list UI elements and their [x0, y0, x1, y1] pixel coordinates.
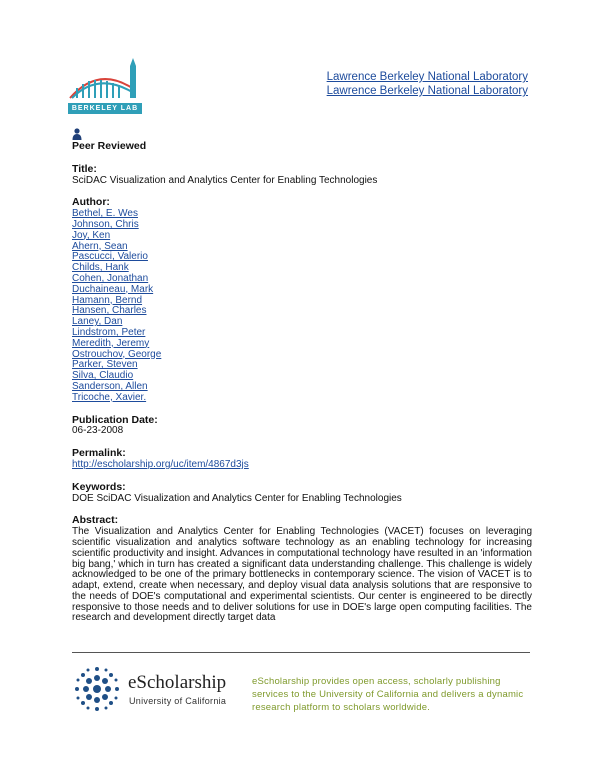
author-link[interactable]: Joy, Ken: [72, 229, 111, 241]
author-link[interactable]: Hansen, Charles: [72, 305, 147, 317]
title-value: SciDAC Visualization and Analytics Center for Enabling Technologies: [72, 174, 378, 186]
author-link[interactable]: Sanderson, Allen: [72, 380, 148, 392]
permalink-heading: Permalink:: [72, 447, 126, 460]
record-content: [72, 128, 532, 624]
footer-blurb: eScholarship provides open access, scholarly publishing services to the University of California and delivers a dynamic research platform to scholars worldwide.: [252, 676, 524, 713]
author-link[interactable]: Childs, Hank: [72, 262, 129, 274]
author-link[interactable]: Ostrouchov, George: [72, 348, 162, 360]
author-link[interactable]: Cohen, Jonathan: [72, 272, 149, 284]
logo-wordmark: BERKELEY LAB: [68, 103, 142, 114]
author-link[interactable]: Ahern, Sean: [72, 240, 128, 252]
keywords-value: DOE SciDAC Visualization and Analytics Center for Enabling Technologies: [72, 492, 402, 504]
author-link[interactable]: Laney, Dan: [72, 316, 123, 328]
author-heading: Author:: [72, 196, 110, 209]
title-heading: Title:: [72, 162, 97, 175]
escholarship-logo[interactable]: [72, 664, 232, 716]
author-link[interactable]: Hamann, Bernd: [72, 294, 143, 306]
author-list: [72, 209, 532, 403]
berkeley-lab-logo: [68, 58, 142, 114]
berkeley-lab-emblem: [68, 58, 142, 104]
author-link[interactable]: Parker, Steven: [72, 359, 138, 371]
escholarship-wordmark: eScholarship: [128, 672, 227, 693]
peer-reviewed-label: Peer Reviewed: [72, 140, 147, 152]
institution-links: [327, 70, 528, 98]
author-link[interactable]: Duchaineau, Mark: [72, 283, 154, 295]
abstract-text: The Visualization and Analytics Center for Enabling Technologies (VACET) focuses on leveraging scientific visualization and analytics software technology as an enabling technology for increasing scientific productivity and insight. Advances in computational technology have resulted in an 'information big bang,' which in turn has created a significant data understanding challenge. This challenge is widely acknowledged to be one of the primary bottlenecks in contemporary science. The vision of VACET is to adapt, extend, create when necessary, and deploy visual data analysis solutions that are responsive to the needs of DOE's computational and experimental scientists. Our center is engineered to be directly responsive to those needs and to deliver solutions for use in DOE's large open computing facilities. The research and development directly target data: [72, 526, 532, 624]
author-link[interactable]: Bethel, E. Wes: [72, 208, 138, 220]
pubdate-value: 06-23-2008: [72, 425, 124, 437]
footer-divider: [72, 652, 530, 653]
abstract-heading: Abstract:: [72, 514, 119, 527]
permalink-link[interactable]: http://escholarship.org/uc/item/4867d3js: [72, 458, 249, 470]
author-link[interactable]: Lindstrom, Peter: [72, 326, 146, 338]
author-link[interactable]: Pascucci, Valerio: [72, 251, 148, 263]
lab-link-2[interactable]: Lawrence Berkeley National Laboratory: [326, 85, 528, 97]
lab-link-1[interactable]: Lawrence Berkeley National Laboratory: [326, 71, 528, 83]
person-icon: [72, 128, 82, 140]
keywords-heading: Keywords:: [72, 480, 126, 493]
pubdate-heading: Publication Date:: [72, 413, 158, 426]
author-link[interactable]: Tricoche, Xavier.: [72, 391, 147, 403]
escholarship-subtitle: University of California: [129, 696, 227, 706]
author-link[interactable]: Johnson, Chris: [72, 218, 139, 230]
author-link[interactable]: Silva, Claudio: [72, 370, 134, 382]
author-link[interactable]: Meredith, Jeremy: [72, 337, 150, 349]
escholarship-dots-icon: [72, 664, 122, 714]
